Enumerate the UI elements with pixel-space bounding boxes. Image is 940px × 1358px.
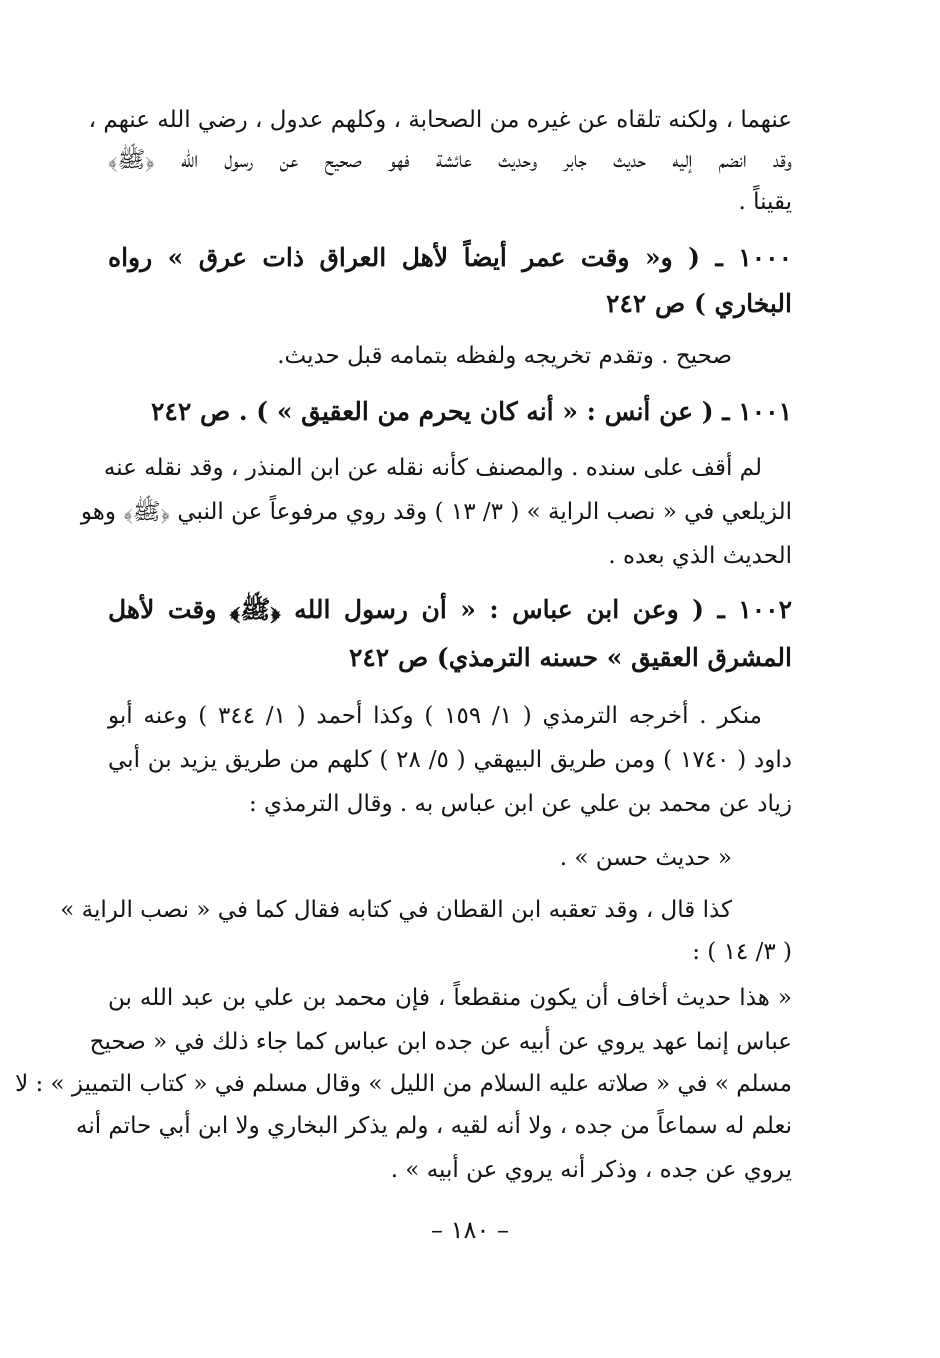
hadith-heading-1000-source: البخاري ) ص ٢٤٢ [606, 289, 792, 318]
text-line: وقد انضم إليه حديث جابر وحديث عائشة فهو صحيح عن رسول الله ﴿ﷺ﴾ [108, 147, 792, 173]
text-line: عنهما ، ولكنه تلقاه عن غيره من الصحابة ، وكلهم عدول ، رضي الله عنهم ، [88, 107, 792, 133]
quote-line: يروي عن جده ، وذكر أنه يروي عن أبيه » . [390, 1157, 792, 1183]
quote-line: عباس إنما عهد يروي عن أبيه عن جده ابن عباس كما جاء ذلك في « صحيح [89, 1029, 792, 1055]
text-line: الزيلعي في « نصب الراية » ( ٣/ ١٣ ) وقد روي مرفوعاً عن النبي ﴿ﷺ﴾ وهو [80, 499, 792, 525]
page-number: – ١٨٠ – [431, 1216, 509, 1244]
text-line: زياد عن محمد بن علي عن ابن عباس به . وقال الترمذي : [249, 791, 792, 817]
quote-line: « حديث حسن » . [559, 845, 732, 871]
text-line: الحديث الذي بعده . [608, 543, 792, 569]
text-line: كذا قال ، وقد تعقبه ابن القطان في كتابه فقال كما في « نصب الراية » [60, 897, 732, 923]
hadith-heading-1002-source: المشرق العقيق » حسنه الترمذي) ص ٢٤٢ [348, 643, 792, 672]
text-line: منكر . أخرجه الترمذي ( ١/ ١٥٩ ) وكذا أحمد ( ١/ ٣٤٤ ) وعنه أبو [108, 703, 763, 729]
hadith-heading-1000: ١٠٠٠ ـ ( و« وقت عمر أيضاً لأهل العراق ذات عرق » رواه [108, 243, 792, 272]
quote-line: نعلم له سماعاً من جده ، ولا أنه لقيه ، ولم يذكر البخاري ولا ابن أبي حاتم أنه [75, 1113, 792, 1139]
text-line: لم أقف على سنده . والمصنف كأنه نقله عن ابن المنذر ، وقد نقله عنه [103, 455, 762, 481]
text-line: صحيح . وتقدم تخريجه ولفظه بتمامه قبل حديث. [277, 343, 732, 369]
text-line: يقيناً . [738, 189, 792, 215]
document-page [15, 98, 793, 1278]
quote-line: مسلم » في « صلاته عليه السلام من الليل » وقال مسلم في « كتاب التمييز » : لا [15, 1071, 792, 1097]
hadith-heading-1002: ١٠٠٢ ـ ( وعن ابن عباس : « أن رسول الله ﴿ﷺ﴾ وقت لأهل [108, 595, 792, 624]
text-line: داود ( ١٧٤٠ ) ومن طريق البيهقي ( ٥/ ٢٨ ) كلهم من طريق يزيد بن أبي [108, 747, 793, 773]
quote-line: « هذا حديث أخاف أن يكون منقطعاً ، فإن محمد بن علي بن عبد الله بن [108, 985, 792, 1011]
text-line: ( ٣/ ١٤ ) : [692, 939, 792, 965]
hadith-heading-1001: ١٠٠١ ـ ( عن أنس : « أنه كان يحرم من العقيق » ) . ص ٢٤٢ [150, 397, 792, 426]
